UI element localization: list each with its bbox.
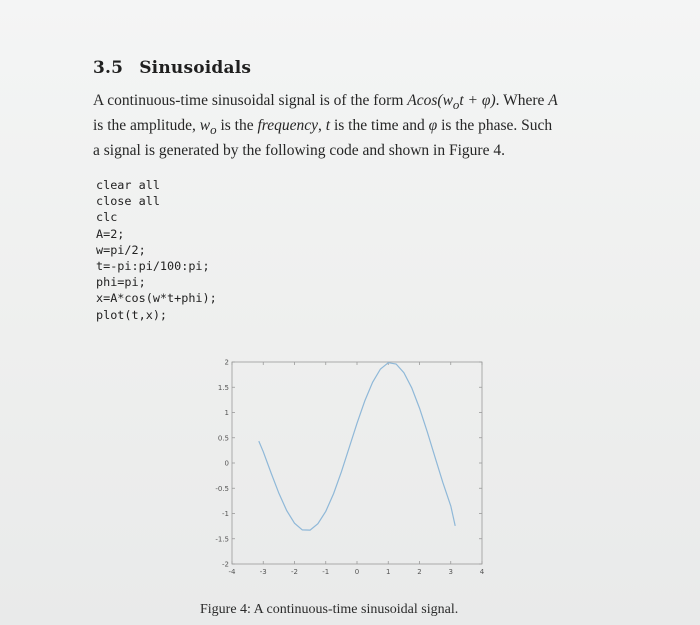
symbol-amplitude: A — [548, 92, 558, 109]
y-tick-label: 0 — [224, 459, 229, 468]
code-line: close all — [96, 194, 160, 209]
x-tick-label: -2 — [291, 568, 298, 576]
text-run: , — [318, 117, 326, 135]
italic-word: frequency — [257, 117, 319, 135]
x-tick-label: 1 — [386, 568, 391, 576]
code-block — [96, 177, 217, 323]
x-tick-label: -1 — [322, 568, 330, 576]
symbol-text: w — [199, 117, 211, 135]
y-tick-label: 1.5 — [217, 383, 229, 392]
code-line: w=pi/2; — [96, 242, 146, 257]
text-run: is the time and — [330, 117, 429, 135]
y-tick-label: 2 — [224, 358, 229, 367]
code-line: t=-pi:pi/100:pi; — [96, 259, 210, 274]
y-tick-label: 1 — [224, 409, 229, 417]
x-tick-label: 0 — [354, 568, 360, 576]
x-tick-label: -4 — [228, 568, 236, 576]
text-run: A continuous-time sinusoidal signal is of the form — [93, 92, 408, 109]
y-tick-label: -1.5 — [215, 535, 229, 544]
text-run: is the phase. Such — [437, 117, 553, 135]
paragraph-line: a signal is generated by the following code and shown in Figure 4. — [93, 142, 505, 160]
symbol-frequency — [199, 117, 217, 138]
series-line — [259, 363, 455, 530]
text-run: . Where — [495, 92, 549, 109]
x-tick-label: 2 — [417, 568, 422, 576]
code-line: clc — [96, 210, 118, 225]
section-heading — [93, 58, 251, 78]
formula-text: t + φ) — [459, 92, 496, 109]
body-paragraph — [93, 90, 613, 161]
y-tick-label: -0.5 — [215, 484, 229, 493]
x-tick-label: -3 — [259, 568, 267, 576]
y-tick-label: 0.5 — [217, 434, 229, 443]
plot-axes-box — [232, 362, 482, 564]
section-number: 3.5 — [93, 58, 124, 78]
formula — [407, 92, 496, 113]
code-line: plot(t,x); — [96, 307, 168, 322]
code-line: A=2; — [96, 226, 125, 241]
symbol-phase: φ — [428, 117, 438, 135]
code-line: clear all — [96, 178, 160, 192]
sinusoid-plot — [200, 348, 500, 588]
code-line: x=A*cos(w*t+phi); — [96, 291, 217, 306]
x-tick-label: 3 — [448, 568, 453, 576]
formula-subscript: o — [452, 97, 460, 113]
formula-text: Acos(w — [407, 92, 453, 109]
y-tick-label: -1 — [222, 510, 229, 518]
text-run: is the — [216, 117, 258, 135]
x-tick-label: 4 — [479, 568, 485, 576]
figure-caption: Figure 4: A continuous-time sinusoidal signal. — [200, 602, 459, 617]
text-run: is the amplitude, — [93, 117, 200, 135]
section-title: Sinusoidals — [139, 58, 252, 78]
symbol-subscript: o — [210, 122, 217, 138]
symbol-time: t — [325, 117, 331, 135]
paragraph-line — [93, 90, 613, 115]
y-tick-label: -2 — [222, 560, 229, 569]
code-line: phi=pi; — [96, 275, 146, 290]
paragraph-line — [93, 115, 613, 140]
